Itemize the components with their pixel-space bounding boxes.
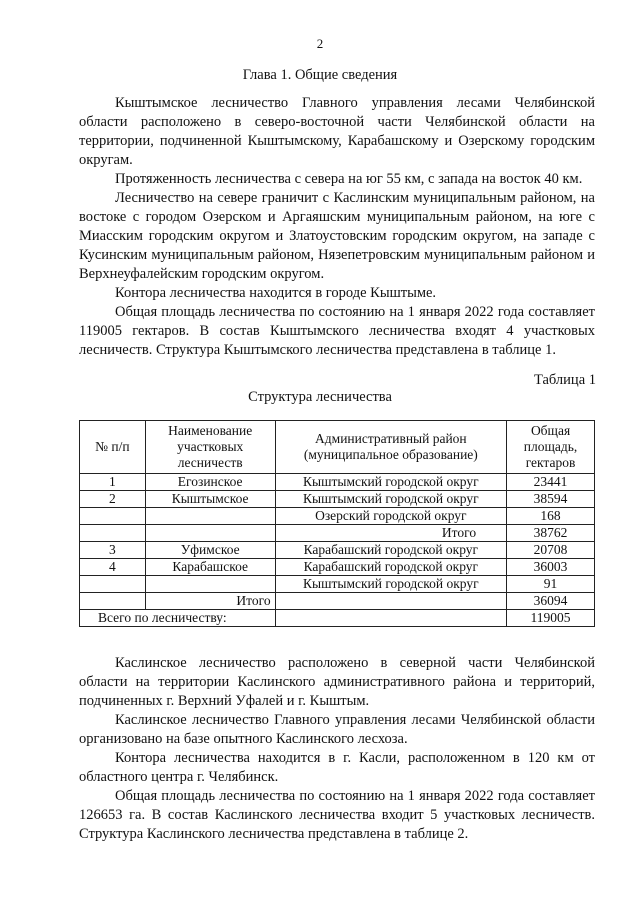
paragraph: Кыштымское лесничество Главного управления лесами Челябинской области расположено в северо-восточной части Челябинской области на территории, подчиненной Кыштымскому, Карабашскому и Озерскому городским округам.	[79, 95, 595, 168]
cell-area: 23441	[507, 474, 595, 491]
cell-forestry: Карабашское	[145, 559, 275, 576]
cell-district	[275, 610, 507, 627]
cell-number	[80, 576, 146, 593]
table-row	[80, 542, 595, 559]
cell-area: 36094	[507, 593, 595, 610]
cell-district: Итого	[275, 525, 507, 542]
cell-area: 36003	[507, 559, 595, 576]
cell-district: Кыштымский городской округ	[275, 576, 507, 593]
cell-district: Карабашский городской округ	[275, 542, 507, 559]
cell-forestry: Уфимское	[145, 542, 275, 559]
cell-forestry	[145, 525, 275, 542]
cell-forestry: Кыштымское	[145, 491, 275, 508]
table-row	[80, 491, 595, 508]
intro-text-block	[79, 94, 595, 360]
cell-number: 3	[80, 542, 146, 559]
column-header: Общая площадь, гектаров	[507, 421, 595, 474]
cell-number	[80, 508, 146, 525]
cell-district: Озерский городской округ	[275, 508, 507, 525]
table-row	[80, 559, 595, 576]
cell-number: 4	[80, 559, 146, 576]
cell-district: Кыштымский городской округ	[275, 474, 507, 491]
cell-number	[80, 525, 146, 542]
chapter-title: Глава 1. Общие сведения	[242, 67, 398, 83]
cell-forestry: Егозинское	[145, 474, 275, 491]
cell-district: Кыштымский городской округ	[275, 491, 507, 508]
table-row	[80, 576, 595, 593]
paragraph: Контора лесничества находится в городе Кыштыме.	[115, 285, 437, 301]
table-title: Структура лесничества	[248, 389, 392, 405]
cell-number	[80, 593, 146, 610]
paragraph: Каслинское лесничество расположено в северной части Челябинской области на территории Каслинского административного района и территорий, подчиненных г. Верхний Уфалей и г. Кыштым.	[79, 655, 595, 709]
cell-number: 2	[80, 491, 146, 508]
paragraph: Общая площадь лесничества по состоянию на 1 января 2022 года составляет 126653 га. В состав Каслинского лесничества входит 5 участковых лесничеств. Структура Каслинского лесничества представлена в таблице 2.	[79, 788, 595, 842]
paragraph: Протяженность лесничества с севера на юг 55 км, с запада на восток 40 км.	[115, 171, 583, 187]
cell-forestry	[145, 576, 275, 593]
paragraph: Общая площадь лесничества по состоянию на 1 января 2022 года составляет 119005 гектаров. В состав Кыштымского лесничества входят 4 участковых лесничеств. Структура Кыштымского лесничества представлена в таблице 1.	[79, 304, 595, 358]
column-header: Административный район (муниципальное образование)	[275, 421, 507, 474]
cell-area: 91	[507, 576, 595, 593]
table-row	[80, 474, 595, 491]
cell-district	[275, 593, 507, 610]
column-header: Наименование участковых лесничеств	[145, 421, 275, 474]
cell-area: 168	[507, 508, 595, 525]
cell-area: 38594	[507, 491, 595, 508]
table-row	[80, 593, 595, 610]
table-header-row	[80, 421, 595, 474]
cell-area: 38762	[507, 525, 595, 542]
cell-area: 20708	[507, 542, 595, 559]
page-number: 2	[316, 36, 324, 51]
column-header: № п/п	[80, 421, 146, 474]
kasli-text-block	[79, 654, 595, 844]
table-caption: Таблица 1	[533, 372, 596, 388]
table-total-row	[80, 610, 595, 627]
table-row	[80, 508, 595, 525]
total-label: Всего по лесничеству:	[80, 610, 276, 627]
cell-forestry	[145, 508, 275, 525]
paragraph: Каслинское лесничество Главного управления лесами Челябинской области организовано на базе опытного Каслинского лесхоза.	[79, 712, 595, 747]
total-value: 119005	[507, 610, 595, 627]
table-row	[80, 525, 595, 542]
paragraph: Контора лесничества находится в г. Касли, расположенном в 120 км от областного центра г. Челябинск.	[79, 750, 595, 785]
forestry-structure-table	[79, 420, 595, 627]
cell-forestry: Итого	[145, 593, 275, 610]
paragraph: Лесничество на севере граничит с Каслинским муниципальным районом, на востоке с городом Озерском и Аргаяшским муниципальным районом, на юге с Миасским городским округом и Златоустовским городским округом, на западе с Кусинским муниципальным районом, Нязепетровским муниципальным районом и Верхнеуфалейским городским округом.	[79, 190, 595, 282]
cell-number: 1	[80, 474, 146, 491]
cell-district: Карабашский городской округ	[275, 559, 507, 576]
